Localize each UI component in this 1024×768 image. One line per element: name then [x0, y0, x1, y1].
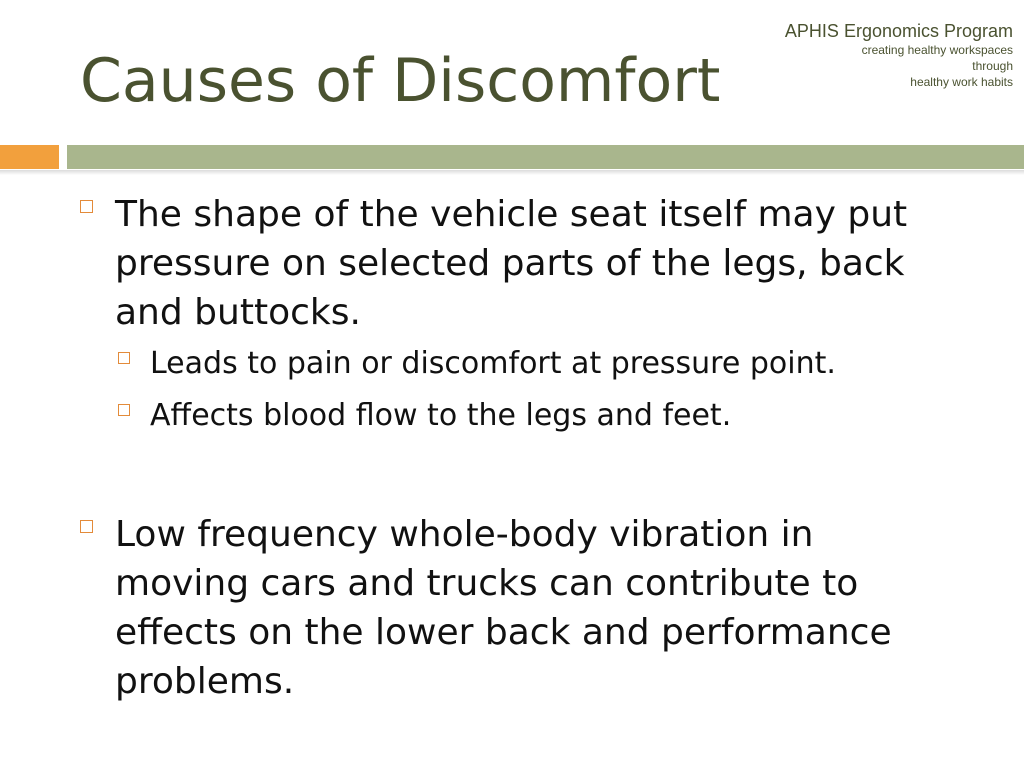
bullet-text: The shape of the vehicle seat itself may put pressure on selected parts of the legs, back and buttocks. [115, 194, 908, 333]
slide-title: Causes of Discomfort [80, 46, 721, 116]
accent-bar-shadow [0, 170, 1024, 175]
bullet-item [80, 190, 980, 337]
program-header [785, 20, 1013, 90]
bullet-text: Low frequency whole-body vibration in moving cars and trucks can contribute to effects on the lower back and performance problems. [115, 514, 892, 702]
sub-bullet-text: Leads to pain or discomfort at pressure point. [150, 346, 836, 381]
sub-bullet-item [118, 396, 988, 436]
accent-bar-orange [0, 145, 59, 169]
sub-bullet-item [118, 344, 988, 384]
program-tagline-line-1: creating healthy workspaces [861, 43, 1013, 57]
program-tagline-line-2: through [972, 59, 1013, 73]
bullet-square-icon [80, 200, 93, 213]
bullet-item [80, 510, 980, 706]
accent-bar-green [67, 145, 1024, 169]
program-tagline-line-3: healthy work habits [910, 75, 1013, 89]
bullet-square-icon [80, 520, 93, 533]
program-name: APHIS Ergonomics Program [784, 21, 1013, 41]
sub-bullet-square-icon [118, 352, 130, 364]
sub-bullet-text: Affects blood flow to the legs and feet. [150, 398, 732, 433]
sub-bullet-square-icon [118, 404, 130, 416]
